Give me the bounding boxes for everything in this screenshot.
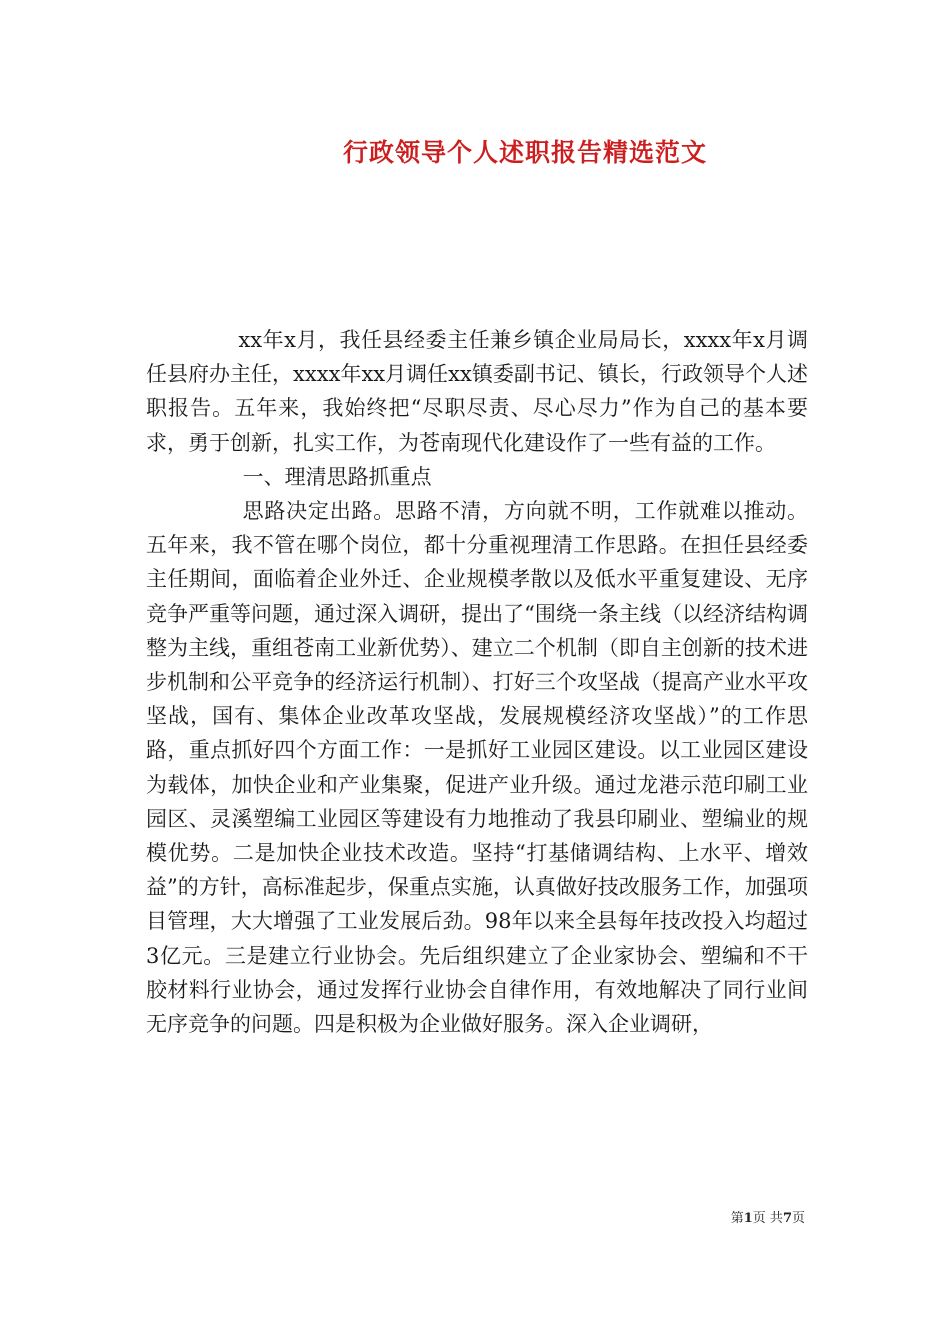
intro-paragraph: xx年x月，我任县经委主任兼乡镇企业局局长，xxxx年x月调任县府办主任，xxxx年xx月调任xx镇委副书记、镇长，行政领导个人述职报告。五年来，我始终把“尽职尽责、尽心尽力”作为自己的基本要求，勇于创新，扎实工作，为苍南现代化建设作了一些有益的工作。 [146,328,808,455]
footer-current-page: 1 [743,1211,753,1226]
footer-prefix: 第 [730,1211,744,1226]
footer-total-pages: 7 [782,1211,792,1226]
page-footer [731,1207,805,1226]
document-title: 行政领导个人述职报告精选范文 [342,138,707,167]
section-heading: 一、理清思路抓重点 [242,464,432,489]
document-body [146,323,808,1041]
section-paragraph: 思路决定出路。思路不清，方向就不明，工作就难以推动。五年来，我不管在哪个岗位，都十分重视理清工作思路。在担任县经委主任期间，面临着企业外迁、企业规模孝散以及低水平重复建设、无序竞争严重等问题，通过深入调研，提出了“围绕一条主线（以经济结构调整为主线，重组苍南工业新优势）、建立二个机制（即自主创新的技术进步机制和公平竞争的经济运行机制）、打好三个攻坚战（提高产业水平攻坚战，国有、集体企业改革攻坚战，发展规模经济攻坚战）”的工作思路，重点抓好四个方面工作：一是抓好工业园区建设。以工业园区建设为载体，加快企业和产业集聚，促进产业升级。通过龙港示范印刷工业园区、灵溪塑编工业园区等建设有力地推动了我县印刷业、塑编业的规模优势。二是加快企业技术改造。坚持“打基储调结构、上水平、增效益”的方针，高标准起步，保重点实施，认真做好技改服务工作，加强项目管理，大大增强了工业发展后劲。98年以来全县每年技改投入均超过3亿元。三是建立行业协会。先后组织建立了企业家协会、塑编和不干胶材料行业协会，通过发挥行业协会自律作用，有效地解决了同行业间无序竞争的问题。四是积极为企业做好服务。深入企业调研， [146,499,808,1037]
footer-suffix: 页 [791,1211,805,1226]
footer-middle: 页 共 [752,1211,783,1226]
